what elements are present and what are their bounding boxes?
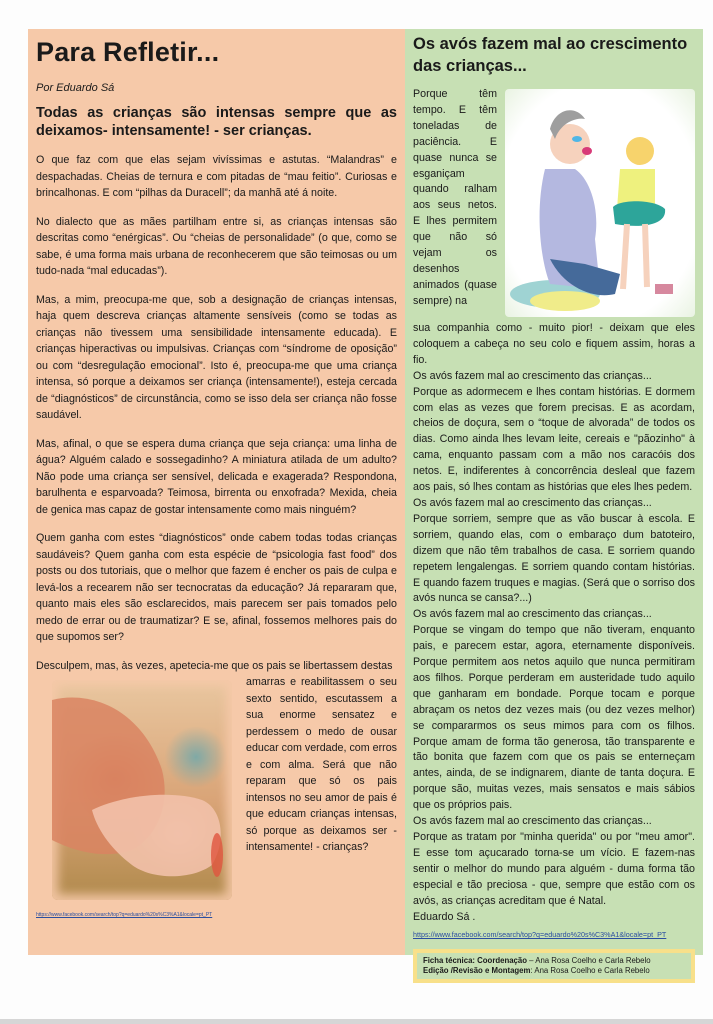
credits-line-coordination: [423, 956, 685, 966]
author-signature: Eduardo Sá .: [413, 910, 476, 923]
article-title: Para Refletir...: [36, 37, 220, 67]
article-paragraph: Mas, a mim, preocupa-me que, sob a designação de crianças intensas, haja quem descreva crianças altamente sensíveis (como se todas as crianças não tivessem uma sensibilidade intensamente educada). E crianças hiperactivas ou impulsivas. Crianças com “síndrome de oposição” ou com “desregulação emocional”. Isto é, preocupa-me que uma criança intensa, só porque a deixamos ser criança (intensamente!), esteja cercada de “diagnósticos” de circunstância, como se isso dela ser criança não fosse saudável.: [36, 293, 397, 421]
credits-value: : Ana Rosa Coelho e Carla Rebelo: [530, 966, 650, 976]
credits-box: [413, 949, 695, 983]
credits-label: Edição /Revisão e Montagem: [423, 966, 531, 976]
right-paragraph: Porque sorriem, sempre que as vão buscar à escola. E sorriem, quando elas, com o embaraço dum batoteiro, dizem que não têm trabalhos de casa. E sorriem quando repetem lengalengas. E sorriem quando contam histórias. E quando fazem truques e magias. (Será que o sorriso dos avós nunca se cansa?...): [413, 512, 695, 605]
refrain-line: Os avós fazem mal ao crescimento das crianças...: [413, 608, 652, 621]
right-paragraph: Porque se vingam do tempo que não tiveram, enquanto pais, e parecem estar, agora, eternamente disponíveis. Porque permitem aos netos aquilo que nunca permitiram aos filhos. Porque perderam em austeridade tudo aquilo que ganharam em bondade. Porque tocam e porque abraçam os netos dez vezes mais (ou dez vezes melhor) se compararmos os seus mimos para com os filhos. Porque amam de forma tão generosa, tão transparente e tão bonita que fazem com que os pais se enterneçam antes, ainda, de se indignarem, diante de tanta doçura. E porque são, muitas vezes, mais sensatos e mais sábios que os próprios pais.: [413, 624, 695, 812]
right-article-body: [413, 87, 695, 943]
credits-value: – Ana Rosa Coelho e Carla Rebelo: [527, 956, 651, 966]
right-intro-rest: sua companhia como - muito pior! - deixam que eles coloquem a cabeça no seu colo e fiquem assim, horas a fio.: [413, 322, 695, 366]
article-paragraph-lead: Desculpem, mas, às vezes, apetecia-me que os pais se libertassem destas: [36, 659, 393, 672]
source-link[interactable]: https://www.facebook.com/search/top?q=eduardo%20s%C3%A1&locale=pt_PT: [413, 930, 667, 940]
source-link[interactable]: https://www.facebook.com/search/top?q=eduardo%20s%C3%A1&locale=pt_PT: [36, 912, 213, 918]
article-paragraph: O que faz com que elas sejam vivíssimas e astutas. “Malandras” e despachadas. Cheias de ternura e com pitadas de “mau feitio”. Curiosas e brincalhonas. E com “pilhas da Duracell”; da manhã até á noite.: [36, 154, 397, 199]
right-intro-narrow: Porque têm tempo. E têm toneladas de paciência. E quase nunca se esganiçam quando ralham aos seus netos. E lhes permitem que não só vejam os desenhos animados (quase sempre) na: [413, 88, 497, 307]
left-article-panel: [28, 29, 405, 955]
page-bottom-edge: [0, 1019, 713, 1024]
article-paragraph: Quem ganha com estes “diagnósticos” onde cabem todas todas crianças saudáveis? Quem ganha com esta espécie de “psicologia fast food” dos posts ou dos tutoriais, que o melhor que fazem é encher os pais de culpa e levá-los a recearem não ser tecnocratas da educação? Já repararam que, quanto mais eles são esclarecidos, mais parecem ser pais tomados pelo medo de errar ou de traumatizar? E se, afinal, fossemos melhores pais do que supomos ser?: [36, 532, 397, 643]
article-paragraph: Mas, afinal, o que se espera duma criança que seja criança: uma linha de água? Alguém calado e sossegadinho? A miniatura atilada de um adulto? Não pode uma criança ser sensível, delicada e exagerada? Respondona, barulhenta e esparvoada? Teimosa, birrenta ou enxofrada? Mexida, cheia de genica mas capaz de gostar intensamente como mais ninguém?: [36, 437, 397, 516]
right-article-title: Os avós fazem mal ao crescimento das crianças...: [413, 35, 688, 75]
hands-photo: [52, 680, 232, 900]
article-subtitle: Todas as crianças são intensas sempre que as deixamos- intensamente! - ser crianças.: [36, 105, 397, 139]
illustration-drawing: [505, 89, 695, 317]
right-paragraph: Porque as tratam por "minha querida" ou por "meu amor". E esse tom açucarado torna-se um vício. E fazem-nas sentir o melhor do mundo para alguém - duma forma tão especial e tão preciosa - que, sempre que estão com os avós, as crianças acreditam que é Natal.: [413, 831, 695, 907]
article-byline: Por Eduardo Sá: [36, 82, 115, 94]
grandparent-illustration: [505, 89, 695, 317]
right-article-panel: [405, 29, 703, 976]
refrain-line: Os avós fazem mal ao crescimento das crianças...: [413, 496, 652, 509]
article-paragraph-wrapped: amarras e reabilitassem o seu sexto sentido, escutassem a sua enorme sensatez e perdessem o medo de ousar educar com verdade, com erros e com alma. Será que não reparam que só os pais intensos no seu amor de pais é que educam crianças intensas, só porque as deixamos ser - intensamente! - crianças?: [246, 676, 397, 853]
right-paragraph: Porque as adormecem e lhes contam histórias. E dormem com elas as vezes que forem precisas. E as acordam, cheios de doçura, sem o “toque de alvorada” de todos os dias. Como ainda lhes levam leite, cereais e "pãozinho" à cama, enquanto passam com a mão nos caracóis dos netos. E, indiferentes à concorrência desleal que fazem aos pais, só lhes contam as histórias que eles lhes pedem.: [413, 385, 695, 494]
article-paragraph: No dialecto que as mães partilham entre si, as crianças intensas são descritas como “enérgicas”. Ou “cheias de personalidade” (o que, como se sabe, é uma forma mais urbana de reconhecerem que são teimosas ou um tudo-nada “mal educadas”).: [36, 215, 397, 277]
credits-line-editing: [423, 966, 685, 976]
credits-label: Ficha técnica: Coordenação: [423, 956, 527, 966]
refrain-line: Os avós fazem mal ao crescimento das crianças...: [413, 369, 652, 382]
hands-photo-drawing: [52, 680, 232, 900]
credits-content: [417, 953, 691, 979]
refrain-line: Os avós fazem mal ao crescimento das crianças...: [413, 815, 652, 828]
